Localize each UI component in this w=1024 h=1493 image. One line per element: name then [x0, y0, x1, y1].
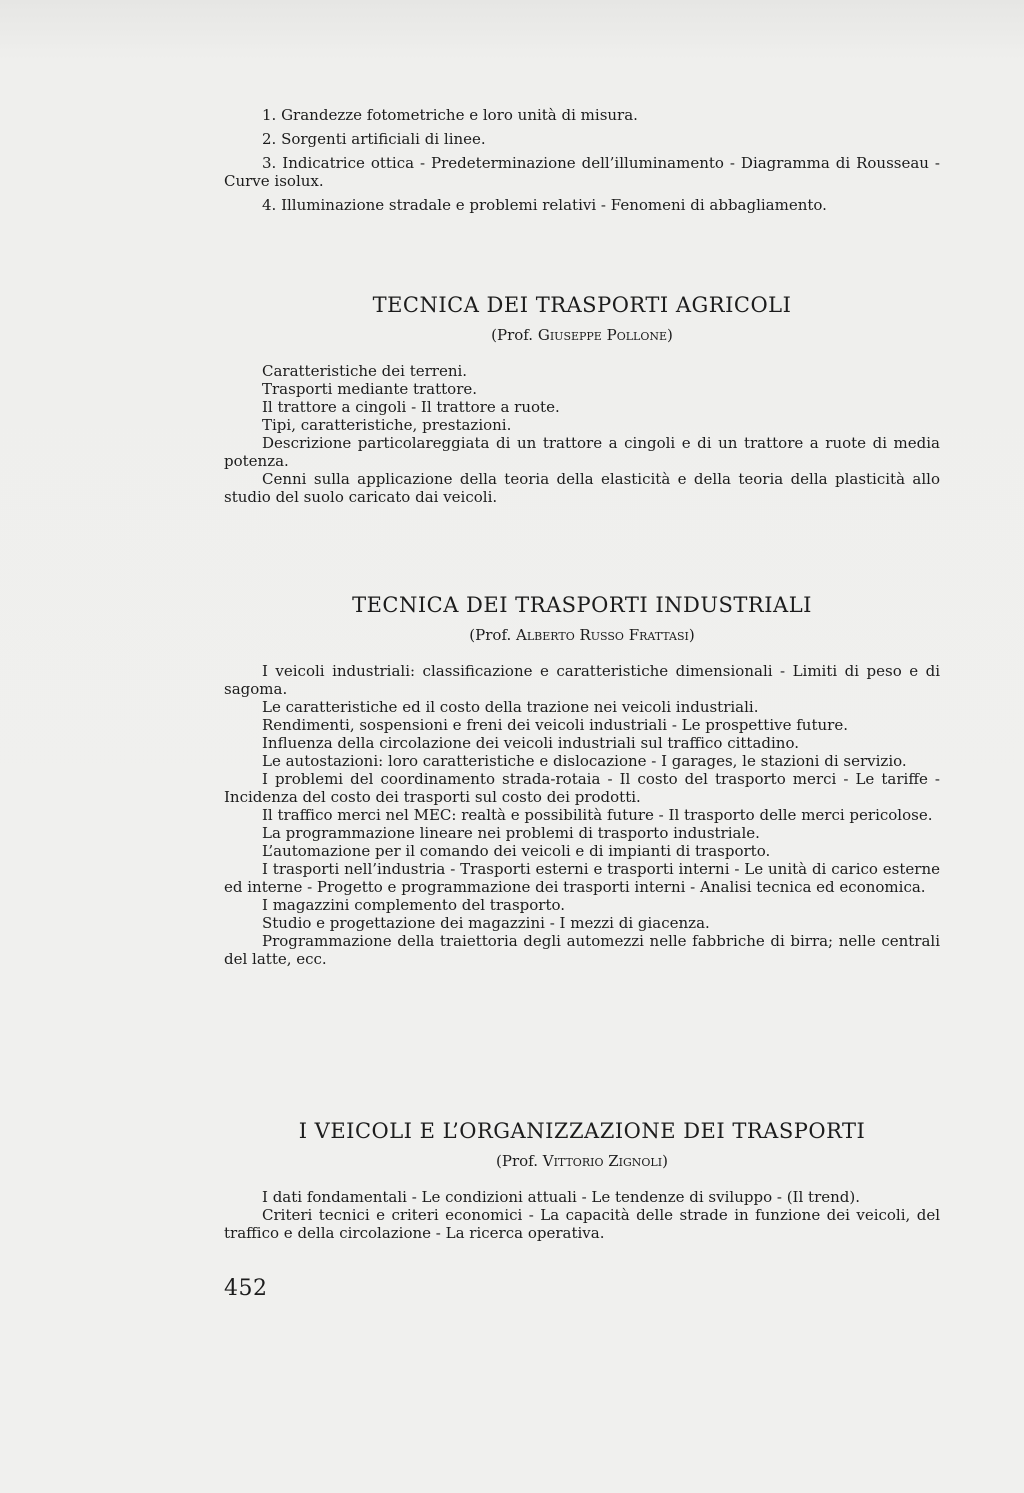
paragraph: Le autostazioni: loro caratteristiche e dislocazione - I garages, le stazioni di servizio.	[262, 752, 907, 770]
paragraph: Trasporti mediante trattore.	[262, 380, 478, 398]
prof-suffix: )	[662, 1152, 668, 1170]
paragraph: Influenza della circolazione dei veicoli industriali sul traffico cittadino.	[262, 734, 799, 752]
paragraph: Descrizione particolareggiata di un trattore a cingoli e di un trattore a ruote di media potenza.	[224, 434, 940, 470]
paragraph: Criteri tecnici e criteri economici - La capacità delle strade in funzione dei veicoli, del traffico e della circolazione - La ricerca operativa.	[224, 1206, 940, 1242]
paragraph: I dati fondamentali - Le condizioni attuali - Le tendenze di sviluppo - (Il trend).	[262, 1188, 861, 1206]
prof-prefix: (Prof.	[496, 1152, 538, 1170]
professor-name: Vittorio Zignoli	[542, 1152, 663, 1170]
list-item: 1. Grandezze fotometriche e loro unità di misura.	[262, 106, 638, 124]
section-agricultural-transport	[224, 292, 940, 506]
section-title: TECNICA DEI TRASPORTI AGRICOLI	[372, 293, 792, 317]
professor-name: Alberto Russo Frattasi	[516, 626, 689, 644]
paragraph: Programmazione della traiettoria degli automezzi nelle fabbriche di birra; nelle centrali del latte, ecc.	[224, 932, 940, 968]
paragraph: I magazzini complemento del trasporto.	[262, 896, 566, 914]
professor-line	[224, 1152, 940, 1170]
prof-suffix: )	[667, 326, 673, 344]
list-item: 4. Illuminazione stradale e problemi relativi - Fenomeni di abbagliamento.	[262, 196, 827, 214]
paragraph: Il traffico merci nel MEC: realtà e possibilità future - Il trasporto delle merci pericolose.	[262, 806, 933, 824]
paragraph: I problemi del coordinamento strada-rotaia - Il costo del trasporto merci - Le tariffe - Incidenza del costo dei trasporti sul costo dei prodotti.	[224, 770, 940, 806]
section-industrial-transport	[224, 592, 940, 968]
paragraph: La programmazione lineare nei problemi di trasporto industriale.	[262, 824, 760, 842]
paragraph: Rendimenti, sospensioni e freni dei veicoli industriali - Le prospettive future.	[262, 716, 848, 734]
paragraph: Caratteristiche dei terreni.	[262, 362, 468, 380]
page-number: 452	[224, 1276, 268, 1301]
paragraph: Studio e progettazione dei magazzini - I mezzi di giacenza.	[262, 914, 710, 932]
prof-prefix: (Prof.	[491, 326, 534, 344]
prof-prefix: (Prof.	[469, 626, 512, 644]
list-item: 2. Sorgenti artificiali di linee.	[262, 130, 486, 148]
paragraph: Le caratteristiche ed il costo della trazione nei veicoli industriali.	[262, 698, 759, 716]
numbered-list	[224, 106, 940, 220]
section-title: TECNICA DEI TRASPORTI INDUSTRIALI	[352, 593, 812, 617]
paragraph: I trasporti nell’industria - Trasporti esterni e trasporti interni - Le unità di carico esterne ed interne - Progetto e programmazione dei trasporti interni - Analisi tecnica ed economica.	[224, 860, 940, 896]
paragraph: Cenni sulla applicazione della teoria della elasticità e della teoria della plasticità allo studio del suolo caricato dai veicoli.	[224, 470, 940, 506]
professor-line	[224, 326, 940, 344]
section-vehicles-organization	[224, 1118, 940, 1242]
paragraph: Il trattore a cingoli - Il trattore a ruote.	[262, 398, 560, 416]
paragraph: Tipi, caratteristiche, prestazioni.	[262, 416, 512, 434]
professor-name: Giuseppe Pollone	[537, 326, 668, 344]
paragraph: I veicoli industriali: classificazione e caratteristiche dimensionali - Limiti di peso e di sagoma.	[224, 662, 940, 698]
list-item: 3. Indicatrice ottica - Predeterminazione dell’illuminamento - Diagramma di Rousseau - Curve isolux.	[224, 154, 940, 190]
section-title: I VEICOLI E L’ORGANIZZAZIONE DEI TRASPORTI	[298, 1119, 866, 1143]
professor-line	[224, 626, 940, 644]
prof-suffix: )	[688, 626, 695, 644]
paragraph: L’automazione per il comando dei veicoli e di impianti di trasporto.	[262, 842, 771, 860]
